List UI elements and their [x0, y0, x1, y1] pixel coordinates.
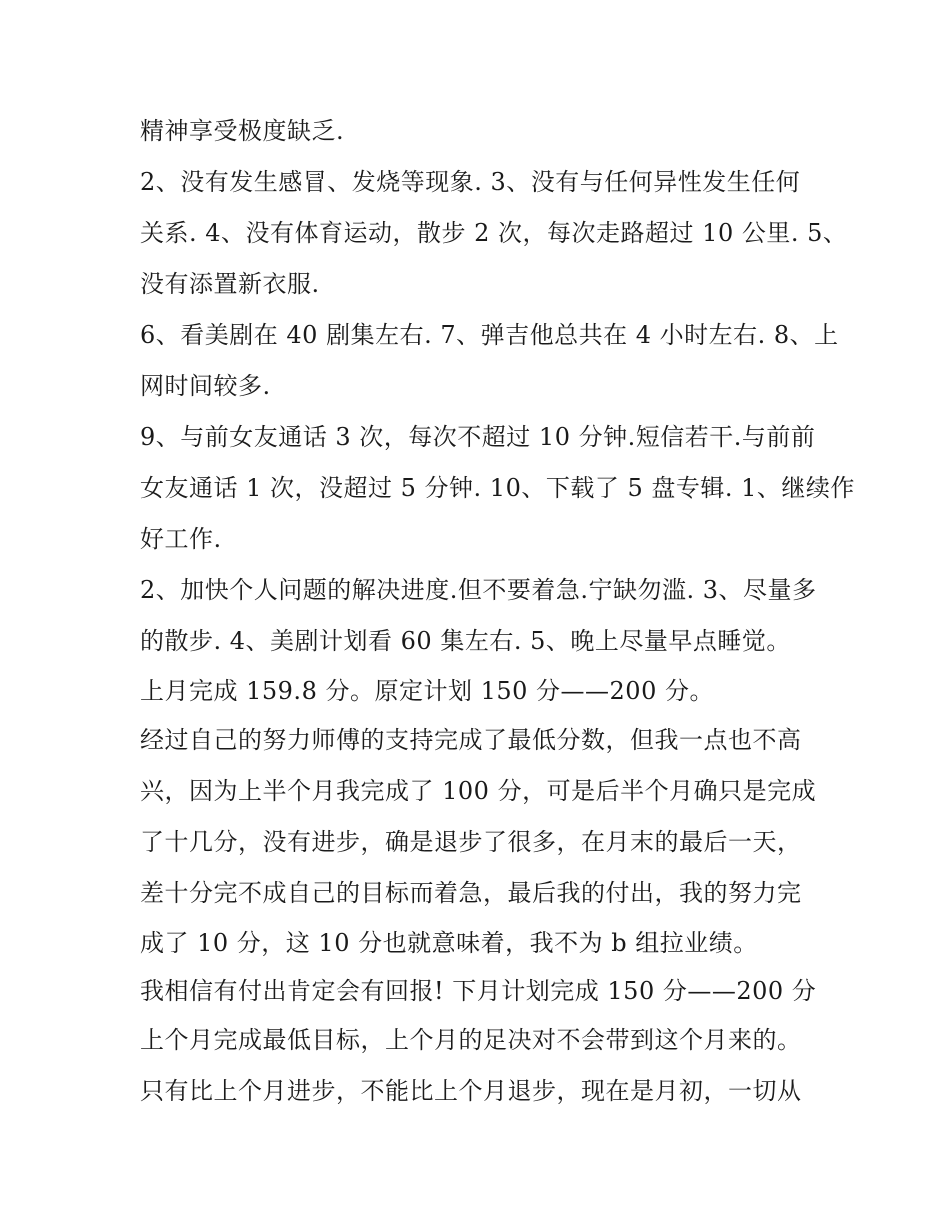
text-line: 好工作.	[140, 525, 222, 553]
text-line: 9、与前女友通话 3 次，每次不超过 10 分钟.短信若干.与前前	[140, 423, 816, 451]
text-line: 上个月完成最低目标，上个月的足决对不会带到这个月来的。	[140, 1026, 802, 1054]
text-line: 了十几分，没有进步，确是退步了很多，在月末的最后一天，	[140, 828, 802, 856]
text-line: 兴，因为上半个月我完成了 100 分，可是后半个月确只是完成	[140, 777, 817, 805]
text-line: 没有添置新衣服.	[140, 270, 320, 298]
text-line: 女友通话 1 次，没超过 5 分钟. 10、下载了 5 盘专辑. 1、继续作	[140, 474, 855, 502]
text-line: 2、加快个人问题的解决进度.但不要着急.宁缺勿滥. 3、尽量多	[140, 576, 817, 604]
text-line: 关系. 4、没有体育运动，散步 2 次，每次走路超过 10 公里. 5、	[140, 219, 848, 247]
text-line: 的散步. 4、美剧计划看 60 集左右. 5、晚上尽量早点睡觉。	[140, 627, 791, 655]
text-line: 经过自己的努力师傅的支持完成了最低分数，但我一点也不高	[140, 726, 802, 754]
text-line: 6、看美剧在 40 剧集左右. 7、弹吉他总共在 4 小时左右. 8、上	[140, 321, 839, 349]
text-line: 网时间较多.	[140, 372, 271, 400]
text-line: 精神享受极度缺乏.	[140, 117, 345, 145]
text-line: 我相信有付出肯定会有回报! 下月计划完成 150 分——200 分	[140, 977, 817, 1005]
text-line: 2、没有发生感冒、发烧等现象. 3、没有与任何异性发生任何	[140, 168, 801, 196]
text-line: 差十分完不成自己的目标而着急，最后我的付出，我的努力完	[140, 879, 802, 907]
text-line: 只有比上个月进步，不能比上个月退步，现在是月初，一切从	[140, 1077, 802, 1105]
text-line: 上月完成 159.8 分。原定计划 150 分——200 分。	[140, 677, 714, 705]
text-line: 成了 10 分，这 10 分也就意味着，我不为 b 组拉业绩。	[140, 929, 758, 957]
document-body	[140, 106, 855, 1117]
